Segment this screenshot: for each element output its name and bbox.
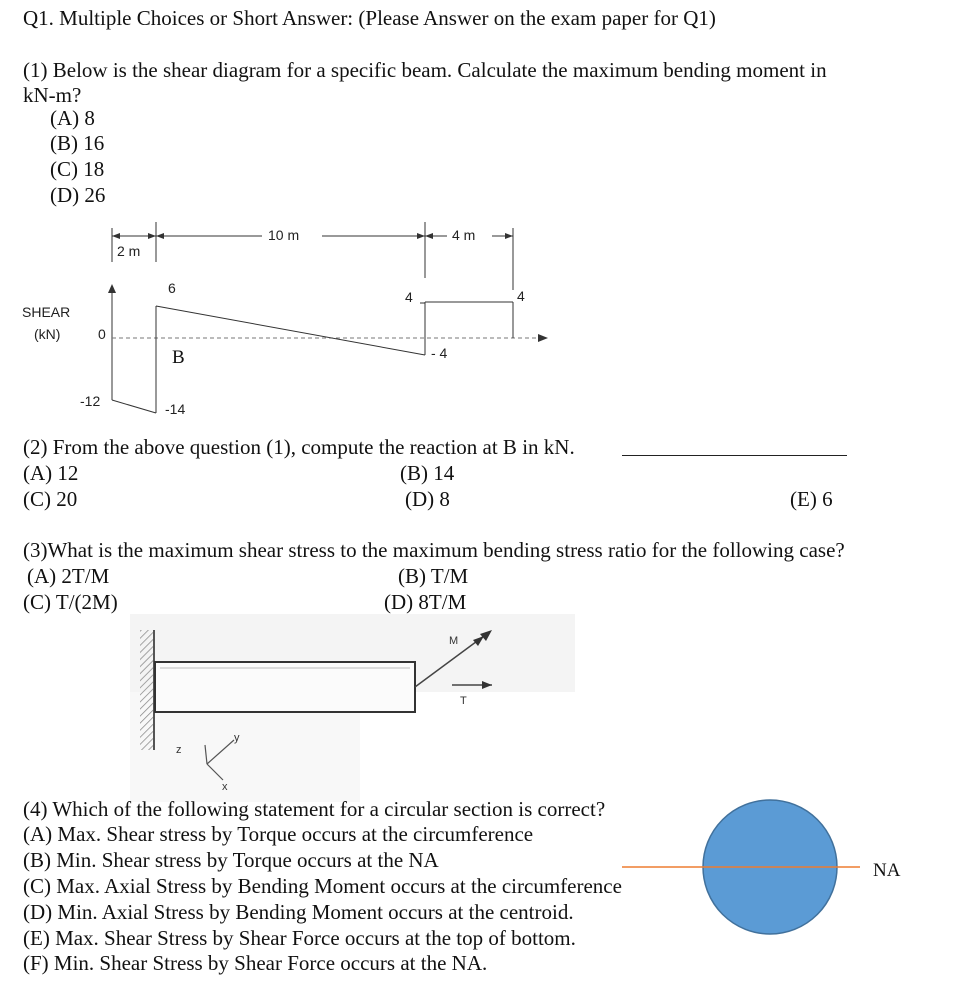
q4-option-f: (F) Min. Shear Stress by Shear Force occurs at the NA. (23, 951, 488, 975)
q2-option-b: (B) 14 (400, 461, 455, 485)
q1-option-a: (A) 8 (50, 106, 95, 130)
support-b-label: B (172, 347, 185, 368)
shear-value-4-right: 4 (517, 288, 525, 304)
axis-y-label: y (234, 732, 240, 744)
q4-option-a: (A) Max. Shear stress by Torque occurs at the circumference (23, 822, 534, 846)
q4-option-b: (B) Min. Shear stress by Torque occurs at the NA (23, 848, 439, 872)
shear-value-neg4: - 4 (431, 345, 448, 361)
q3-option-a: (A) 2T/M (27, 564, 110, 588)
q1-part1-question-line2: kN-m? (23, 83, 82, 107)
q1-option-b: (B) 16 (50, 131, 105, 155)
q4-option-e: (E) Max. Shear Stress by Shear Force occurs at the top of bottom. (23, 926, 576, 950)
q1-header: Q1. Multiple Choices or Short Answer: (Please Answer on the exam paper for Q1) (23, 6, 716, 30)
axis-x-label: x (222, 781, 228, 793)
shear-value-neg12: -12 (80, 393, 101, 409)
q1-part1-question-line1: (1) Below is the shear diagram for a specific beam. Calculate the maximum bending moment in (23, 58, 827, 82)
q2-option-c: (C) 20 (23, 487, 78, 511)
shear-zero-label: 0 (98, 326, 106, 342)
q4-option-d: (D) Min. Axial Stress by Bending Moment occurs at the centroid. (23, 900, 574, 924)
q3-option-d: (D) 8T/M (384, 590, 467, 614)
q2-question: (2) From the above question (1), compute the reaction at B in kN. (23, 435, 575, 459)
q2-option-d: (D) 8 (405, 487, 450, 511)
q1-option-d: (D) 26 (50, 183, 106, 207)
q1-option-c: (C) 18 (50, 157, 105, 181)
neutral-axis-label: NA (873, 860, 901, 881)
q2-option-a: (A) 12 (23, 461, 79, 485)
moment-label: M (449, 635, 459, 647)
shear-axis-label: SHEAR (22, 304, 71, 320)
q4-option-c: (C) Max. Axial Stress by Bending Moment occurs at the circumference (23, 874, 622, 898)
q2-option-e: (E) 6 (790, 487, 833, 511)
shear-value-4-top: 4 (405, 289, 413, 305)
q3-option-b: (B) T/M (398, 564, 469, 588)
dim-4m-label: 4 m (452, 227, 476, 243)
q4-question: (4) Which of the following statement for a circular section is correct? (23, 797, 606, 821)
q3-option-c: (C) T/(2M) (23, 590, 118, 614)
dim-2m-label: 2 m (117, 243, 141, 259)
q3-question: (3)What is the maximum shear stress to the maximum bending stress ratio for the following case? (23, 538, 845, 562)
axis-z-label: z (176, 744, 182, 756)
shear-axis-units: (kN) (34, 326, 61, 342)
shear-value-neg14: -14 (165, 401, 186, 417)
shear-value-6: 6 (168, 280, 176, 296)
torque-label: T (460, 695, 467, 707)
dim-10m-label: 10 m (268, 227, 300, 243)
